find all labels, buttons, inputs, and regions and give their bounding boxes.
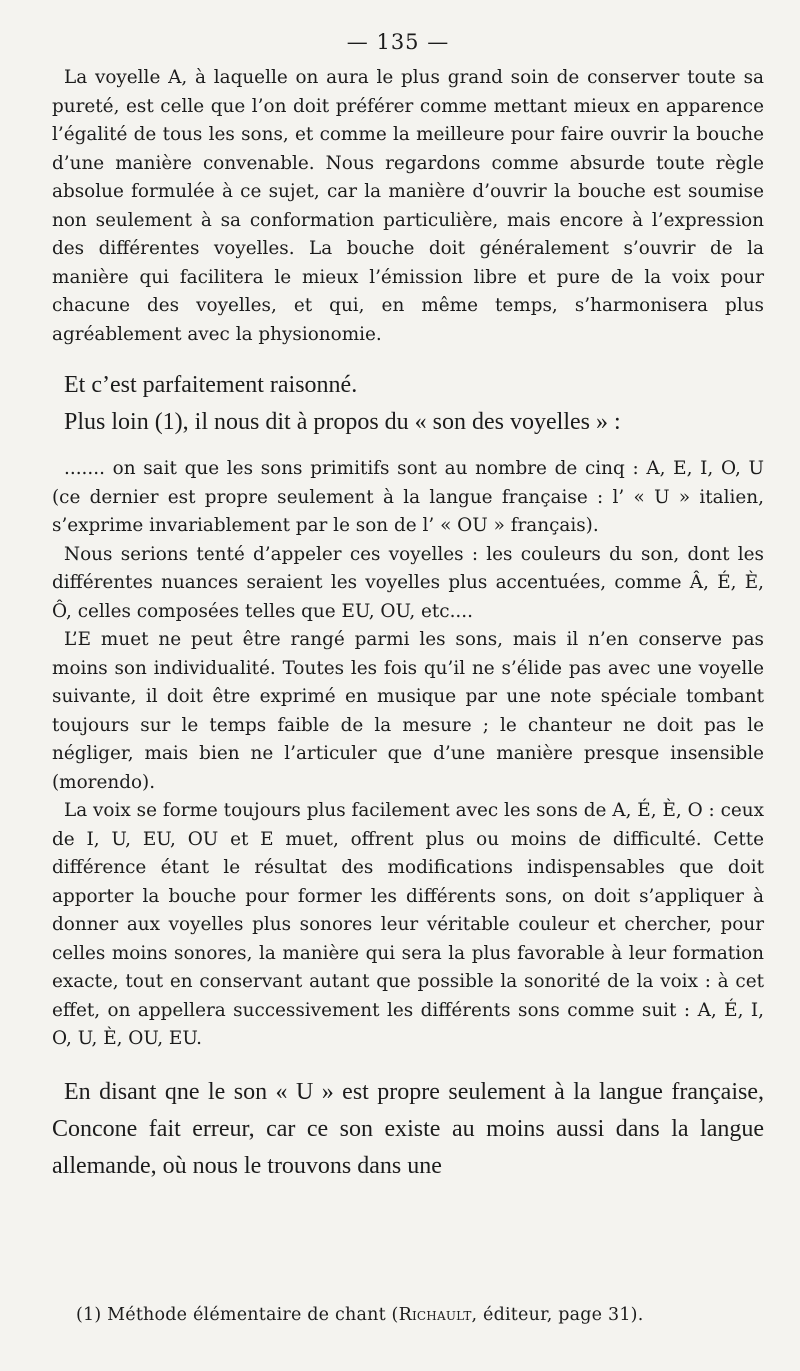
footnote [76, 1305, 643, 1325]
footnote-text: , éditeur, page 31). [471, 1305, 644, 1325]
footnote-publisher: Richault [398, 1305, 472, 1325]
footnote-text: (1) Méthode élémentaire de chant ( [76, 1305, 399, 1325]
quote-paragraph: L’E muet ne peut être rangé parmi les sons, mais il n’en conserve pas moins son individualité. Toutes les fois qu’il ne s’élide pas avec une voyelle suivante, il doit être exprimé en musique par une note spéciale tombant toujours sur le temps faible de la mesure ; le chanteur ne doit pas le négliger, mais bien ne l’articuler que d’une manière presque insensible (morendo). [52, 629, 764, 793]
body-paragraph: Et c’est parfaitement raisonné. [64, 372, 358, 398]
body-paragraph: Plus loin (1), il nous dit à propos du « son des voyelles » : [64, 409, 621, 435]
quote-vowel-a [52, 64, 764, 349]
quote-paragraph: ....... on sait que les sons primitifs sont au nombre de cinq : A, E, I, O, U (ce dernier est propre seulement à la langue française : l’ « U » italien, s’exprime invariablement par le son de l’ « OU » français). [52, 458, 764, 536]
quote-paragraph: La voix se forme toujours plus facilement avec les sons de A, É, È, O : ceux de I, U, EU, OU et E muet, offrent plus ou moins de difficulté. Cette différence étant le résultat des modifications indispensables que doit apporter la bouche pour former les différents sons, on doit s’appliquer à donner aux voyelles plus sonores leur véritable couleur et chercher, pour celles moins sonores, la manière qui sera la plus favorable à leur formation exacte, tout en conservant autant que possible la sonorité de la voix : à cet effet, on appellera successivement les différents sons comme suit : A, É, I, O, U, È, OU, EU. [52, 800, 764, 1049]
quote-paragraph: La voyelle A, à laquelle on aura le plus grand soin de conserver toute sa pureté, est celle que l’on doit préférer comme mettant mieux en apparence l’égalité de tous les sons, et comme la meilleure pour faire ouvrir la bouche d’une manière convenable. Nous regardons comme absurde toute règle absolue formulée à ce sujet, car la manière d’ouvrir la bouche est soumise non seulement à sa conformation particulière, mais encore à l’expression des différentes voyelles. La bouche doit généralement s’ouvrir de la manière qui facilitera le mieux l’émission libre et pure de la voix pour chacune des voyelles, et qui, en même temps, s’harmonisera plus agréablement avec la physionomie. [52, 67, 764, 345]
quote-paragraph: Nous serions tenté d’appeler ces voyelles : les couleurs du son, dont les différentes nuances seraient les voyelles plus accentuées, comme Â, É, È, Ô, celles composées telles que EU, OU, etc.... [52, 543, 764, 622]
quote-vowel-sounds [52, 455, 764, 1054]
page-number: — 135 — [346, 30, 450, 54]
body-paragraph: En disant qne le son « U » est propre seulement à la langue française, Concone fait erreur, car ce son existe au moins aussi dans la langue allemande, où nous le trouvons dans une [52, 1078, 764, 1179]
